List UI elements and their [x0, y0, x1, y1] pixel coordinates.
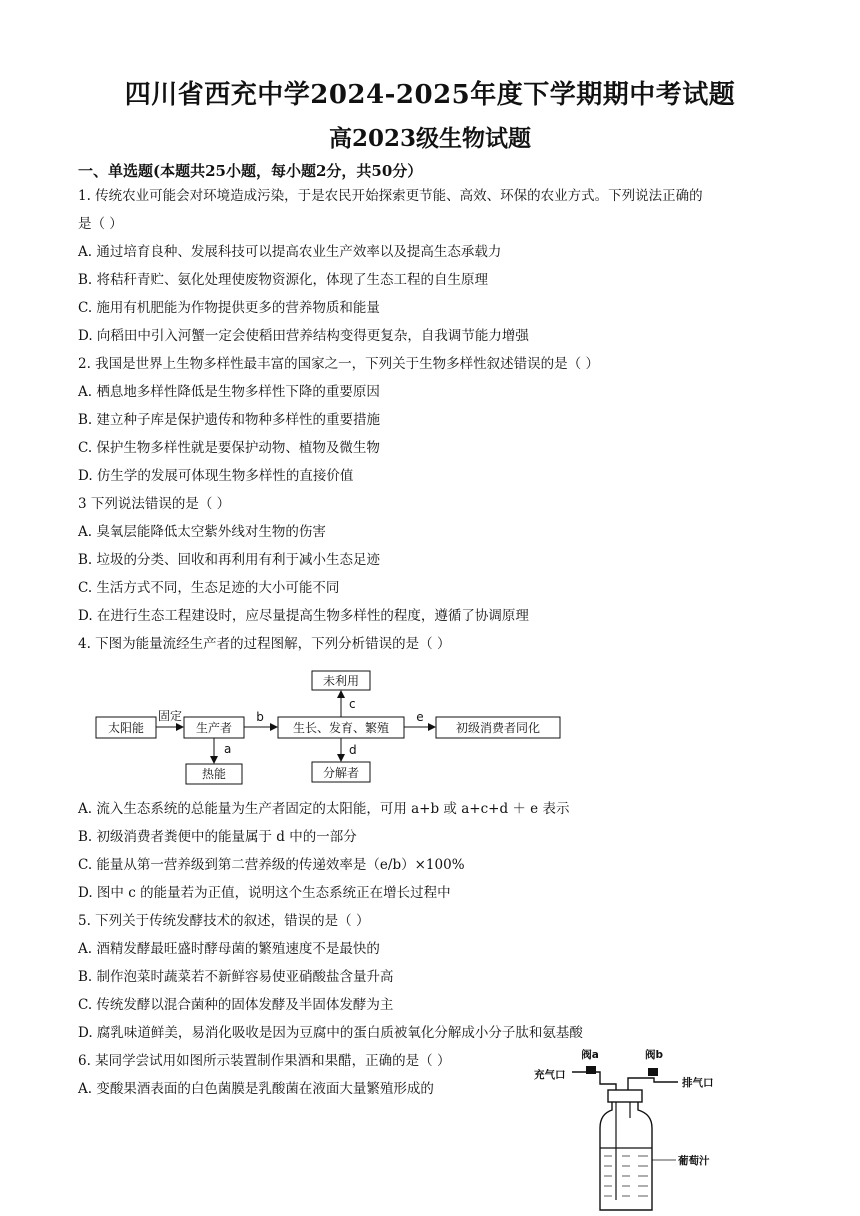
q2-stem: 2. 我国是世界上生物多样性最丰富的国家之一，下列关于生物多样性叙述错误的是（ ）: [78, 356, 599, 372]
q5-option-c: C. 传统发酵以混合菌种的固体发酵及半固体发酵为主: [78, 997, 394, 1013]
q5-option-a: A. 酒精发酵最旺盛时酵母菌的繁殖速度不是最快的: [78, 941, 380, 957]
juice-label: 葡萄汁: [678, 1155, 710, 1167]
consumer-label: 初级消费者同化: [455, 721, 541, 735]
valve-a-icon: [586, 1066, 596, 1074]
producer-label: 生产者: [195, 721, 233, 735]
q3-option-a: A. 臭氧层能降低太空紫外线对生物的伤害: [78, 524, 326, 540]
q4-option-b: B. 初级消费者粪便中的能量属于 d 中的一部分: [78, 829, 357, 845]
d-label: d: [349, 743, 357, 757]
valve-a-label: 阀a: [581, 1049, 599, 1061]
q3-option-b: B. 垃圾的分类、回收和再利用有利于减小生态足迹: [78, 552, 381, 568]
q3-stem: 3 下列说法错误的是（ ）: [78, 496, 231, 512]
heat-label: 热能: [201, 767, 227, 781]
e-label: e: [416, 710, 424, 724]
q2-option-d: D. 仿生学的发展可体现生物多样性的直接价值: [78, 468, 354, 484]
valve-b-icon: [648, 1068, 658, 1076]
q3-option-c: C. 生活方式不同，生态足迹的大小可能不同: [78, 580, 340, 596]
b-label: b: [256, 710, 264, 724]
decomposer-label: 分解者: [322, 766, 360, 780]
q2-option-a: A. 栖息地多样性降低是生物多样性下降的重要原因: [78, 384, 380, 400]
fermentation-apparatus-figure: [528, 1048, 738, 1216]
q5-option-b: B. 制作泡菜时蔬菜若不新鲜容易使亚硝酸盐含量升高: [78, 969, 394, 985]
q1-stem-line-1: 1. 传统农业可能会对环境造成污染，于是农民开始探索更节能、高效、环保的农业方式。下列说法正确的: [78, 188, 703, 204]
q4-option-d: D. 图中 c 的能量若为正值，说明这个生态系统正在增长过程中: [78, 885, 451, 901]
q4-option-a: A. 流入生态系统的总能量为生产者固定的太阳能，可用 a+b 或 a+c+d ＋ e 表示: [78, 801, 570, 817]
q6-option-a: A. 变酸果酒表面的白色菌膜是乳酸菌在液面大量繁殖形成的: [78, 1081, 434, 1097]
unused-label: 未利用: [322, 674, 360, 688]
inlet-label: 充气口: [534, 1069, 566, 1081]
a-label: a: [224, 742, 232, 756]
q5-stem: 5. 下列关于传统发酵技术的叙述，错误的是（ ）: [78, 913, 370, 929]
sun-energy-label: 太阳能: [107, 721, 145, 735]
q5-option-d: D. 腐乳味道鲜美，易消化吸收是因为豆腐中的蛋白质被氧化分解成小分子肽和氨基酸: [78, 1025, 583, 1041]
outlet-label: 排气口: [682, 1077, 714, 1089]
valve-b-label: 阀b: [644, 1049, 664, 1061]
stopper: [608, 1090, 642, 1102]
q4-option-c: C. 能量从第一营养级到第二营养级的传递效率是（e/b）×100%: [78, 857, 465, 873]
growth-label: 生长、发育、繁殖: [292, 721, 390, 735]
q2-option-c: C. 保护生物多样性就是要保护动物、植物及微生物: [78, 440, 380, 456]
q1-stem-line-2: 是（ ）: [78, 216, 123, 232]
q2-option-b: B. 建立种子库是保护遗传和物种多样性的重要措施: [78, 412, 381, 428]
q4-stem: 4. 下图为能量流经生产者的过程图解，下列分析错误的是（ ）: [78, 636, 451, 652]
q1-option-d: D. 向稻田中引入河蟹一定会使稻田营养结构变得更复杂，自我调节能力增强: [78, 328, 529, 344]
q3-option-d: D. 在进行生态工程建设时，应尽量提高生物多样性的程度，遵循了协调原理: [78, 608, 529, 624]
q1-option-b: B. 将秸秆青贮、氨化处理使废物资源化，体现了生态工程的自生原理: [78, 272, 489, 288]
q1-option-a: A. 通过培育良种、发展科技可以提高农业生产效率以及提高生态承载力: [78, 244, 502, 260]
q6-stem: 6. 某同学尝试用如图所示装置制作果酒和果醋，正确的是（ ）: [78, 1053, 451, 1069]
page-title: 四川省西充中学2024-2025年度下学期期中考试题: [124, 80, 736, 110]
inlet-tube: [572, 1072, 616, 1092]
q1-option-c: C. 施用有机肥能为作物提供更多的营养物质和能量: [78, 300, 380, 316]
c-label: c: [349, 697, 356, 711]
fix-label: 固定: [157, 709, 183, 723]
energy-flow-diagram: [90, 668, 570, 788]
liquid-hatching: [604, 1156, 648, 1196]
section-heading: 一、单选题(本题共25小题，每小题2分，共50分）: [78, 162, 423, 180]
page-subtitle: 高2023级生物试题: [328, 125, 531, 152]
